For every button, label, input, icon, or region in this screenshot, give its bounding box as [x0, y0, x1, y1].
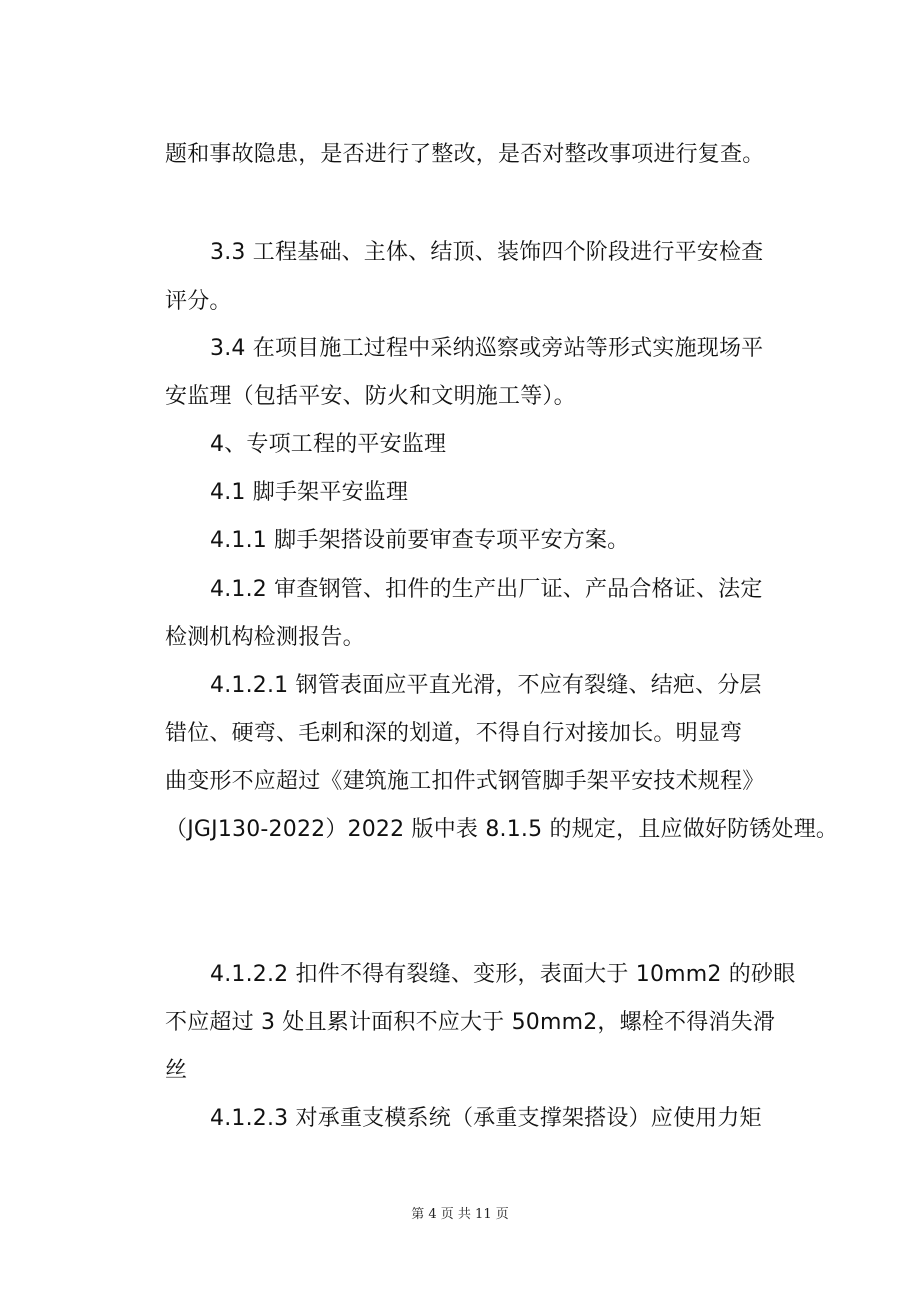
text-line: 4.1.2 审查钢管、扣件的生产出厂证、产品合格证、法定	[210, 577, 763, 602]
text-line: 错位、硬弯、毛刺和深的划道，不得自行对接加长。明显弯	[165, 721, 743, 746]
text-line: 4.1.2.2 扣件不得有裂缝、变形，表面大于 10mm2 的砂眼	[210, 962, 796, 987]
page-footer: 第 4 页 共 11 页	[411, 1207, 509, 1222]
text-line: 曲变形不应超过《建筑施工扣件式钢管脚手架平安技术规程》	[165, 769, 765, 794]
text-line: 4.1.2.1 钢管表面应平直光滑，不应有裂缝、结疤、分层	[210, 673, 762, 698]
text-line: 评分。	[165, 289, 232, 314]
text-line: 检测机构检测报告。	[165, 625, 365, 650]
text-line: 不应超过 3 处且累计面积不应大于 50mm2，螺栓不得消失滑	[165, 1010, 776, 1035]
text-line: 安监理（包括平安、防火和文明施工等）。	[165, 384, 576, 409]
text-line: 4.1.2.3 对承重支模系统（承重支撑架搭设）应使用力矩	[210, 1106, 762, 1131]
text-line: 丝	[165, 1058, 188, 1083]
text-line: （JGJ130-2022）2022 版中表 8.1.5 的规定，且应做好防锈处理。	[165, 817, 839, 842]
section-heading: 4、专项工程的平安监理	[210, 432, 447, 457]
text-line: 3.4 在项目施工过程中采纳巡察或旁站等形式实施现场平	[210, 336, 764, 361]
text-line: 题和事故隐患，是否进行了整改，是否对整改事项进行复查。	[165, 142, 765, 167]
text-line: 4.1.1 脚手架搭设前要审查专项平安方案。	[210, 528, 630, 553]
subsection-heading: 4.1 脚手架平安监理	[210, 480, 409, 505]
text-line: 3.3 工程基础、主体、结顶、装饰四个阶段进行平安检查	[210, 240, 764, 265]
